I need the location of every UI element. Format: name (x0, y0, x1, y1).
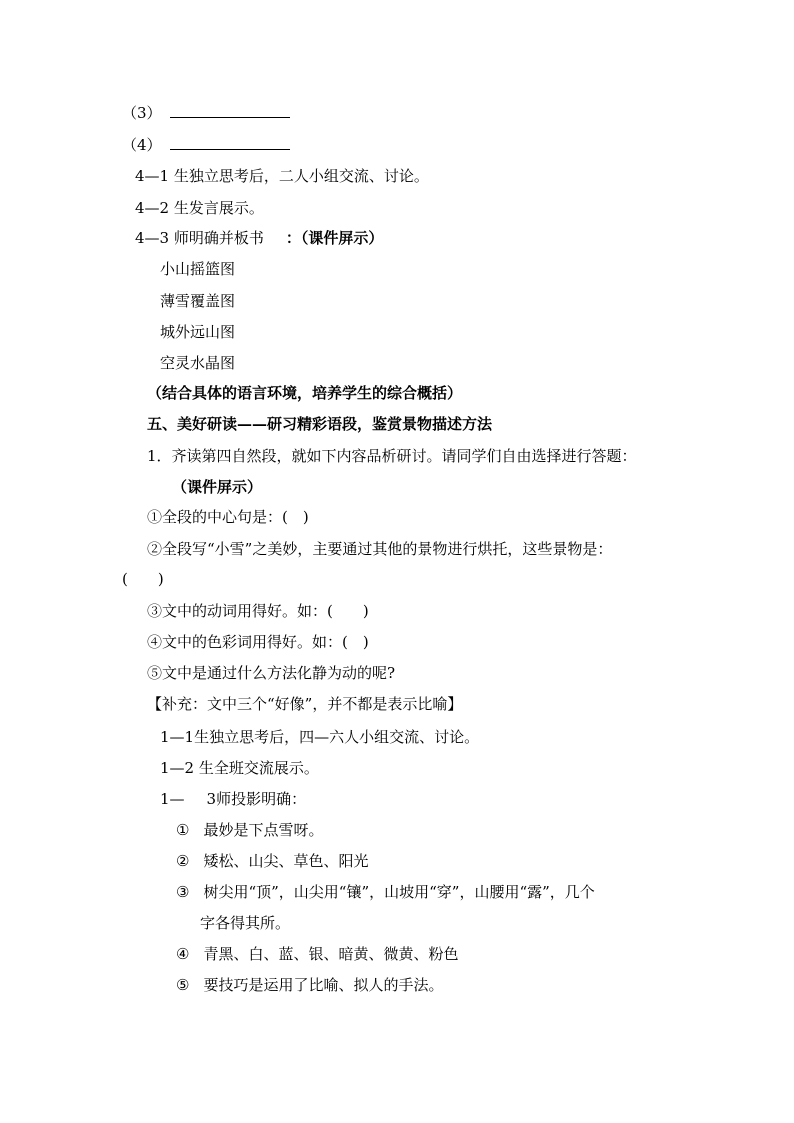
step-1-1: 1—1生独立思考后，四—六人小组交流、讨论。 (160, 728, 480, 746)
answer-mark: ⑤ (176, 976, 190, 994)
step-1-3-prefix: 1— (160, 790, 185, 808)
step-1-3-text: 3师投影明确： (206, 790, 307, 808)
blank-number: （4） (122, 136, 162, 154)
board-item: 薄雪覆盖图 (160, 292, 236, 310)
answer-text: 最妙是下点雪呀。 (203, 821, 324, 839)
step-4-2: 4—2 生发言展示。 (135, 199, 264, 217)
fill-blank (170, 103, 290, 118)
answer-3-continued (200, 913, 290, 933)
answer-mark: ④ (176, 945, 190, 963)
blank-line-3 (122, 103, 290, 123)
answer-mark: ③ (176, 883, 190, 901)
board-item: 城外远山图 (160, 323, 236, 341)
answer-text: 树尖用“顶”，山尖用“镶”，山坡用“穿”，山腰用“露”，几个 (203, 883, 595, 901)
answer-text: 矮松、山尖、草色、阳光 (203, 852, 369, 870)
blank-line-4 (122, 135, 290, 155)
board-item: 空灵水晶图 (160, 354, 236, 372)
answer-4 (176, 944, 458, 964)
answer-3 (176, 882, 595, 902)
answer-text: 要技巧是运用了比喻、拟人的手法。 (203, 976, 444, 994)
section-five-instruction: 1．齐读第四自然段，就如下内容品析研讨。请同学们自由选择进行答题： (147, 447, 637, 465)
question-5: ⑤文中是通过什么方法化静为动的呢? (147, 664, 396, 682)
step-4-3-text: 4—3 师明确并板书 (135, 229, 264, 247)
question-3: ③文中的动词用得好。如：( ) (147, 602, 369, 620)
summary-note: （结合具体的语言环境，培养学生的综合概括） (147, 384, 463, 402)
answer-mark: ① (176, 821, 190, 839)
step-4-3 (135, 228, 383, 248)
question-1: ①全段的中心句是：( ) (147, 508, 309, 526)
answer-2 (176, 851, 368, 871)
answer-text: 青黑、白、蓝、银、暗黄、微黄、粉色 (203, 945, 459, 963)
board-item: 小山摇篮图 (160, 260, 236, 278)
answer-5 (176, 975, 443, 995)
question-2-blank: ( ) (122, 570, 164, 588)
question-4: ④文中的色彩词用得好。如：( ) (147, 633, 369, 651)
answer-text: 字各得其所。 (200, 914, 291, 932)
step-1-2: 1—2 生全班交流展示。 (160, 759, 319, 777)
step-4-1: 4—1 生独立思考后，二人小组交流、讨论。 (135, 167, 429, 185)
courseware-note: （课件屏示） (172, 478, 263, 496)
supplement-note: 【补充：文中三个“好像”，并不都是表示比喻】 (147, 695, 463, 713)
section-five-title: 五、美好研读——研习精彩语段，鉴赏景物描述方法 (147, 415, 493, 433)
question-2: ②全段写“小雪”之美妙，主要通过其他的景物进行烘托，这些景物是： (147, 540, 613, 558)
step-1-3 (160, 789, 306, 809)
courseware-note: ：（课件屏示） (285, 229, 384, 247)
blank-number: （3） (122, 104, 162, 122)
answer-1 (176, 820, 323, 840)
answer-mark: ② (176, 852, 190, 870)
fill-blank (170, 135, 290, 150)
